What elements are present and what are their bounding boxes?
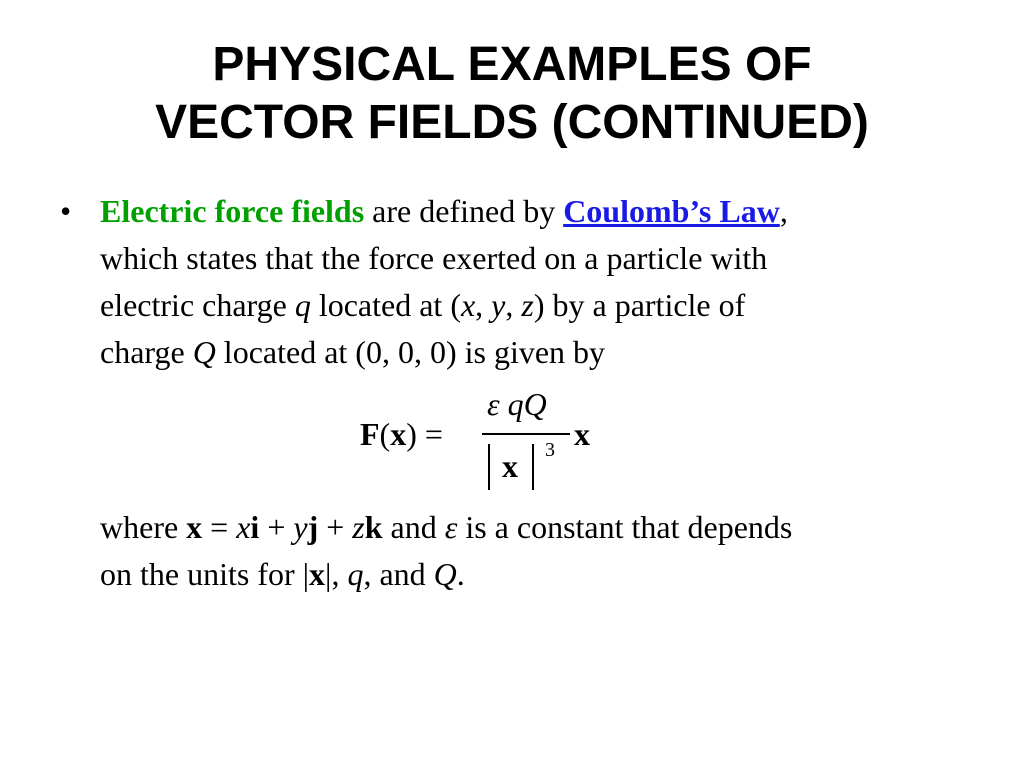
- where-paragraph: [100, 504, 980, 598]
- var-epsilon: ε: [444, 509, 458, 545]
- paragraph-line-1: [100, 188, 980, 235]
- var-y: y: [491, 287, 506, 323]
- vec-x: x: [186, 509, 203, 545]
- eq-numerator: ε qQ: [487, 386, 547, 422]
- coulomb-equation: [360, 384, 600, 494]
- eq-exponent: 3: [545, 439, 555, 461]
- plus: +: [259, 509, 294, 545]
- sep: ,: [475, 287, 492, 323]
- text-defined-by: are defined by: [364, 193, 564, 229]
- slide-title: [0, 36, 1024, 152]
- text-located-at: located at (: [310, 287, 461, 323]
- vec-i: i: [250, 509, 260, 545]
- text-and: and: [382, 509, 445, 545]
- eq-open-paren: (: [379, 416, 391, 452]
- eq-close-equals: ) =: [406, 416, 443, 452]
- title-line-1: PHYSICAL EXAMPLES OF: [212, 38, 812, 91]
- text-where: where: [100, 509, 187, 545]
- term-electric-force-fields: Electric force fields: [100, 193, 365, 229]
- var-q: q: [294, 287, 311, 323]
- text-constant: is a constant that depends: [457, 509, 793, 545]
- fraction-bar: [482, 433, 570, 435]
- comma: ,: [779, 193, 788, 229]
- text-units: on the units for |: [100, 556, 310, 592]
- bullet-marker: •: [60, 193, 72, 229]
- vec-j: j: [307, 509, 319, 545]
- var-Q: Q: [192, 334, 216, 370]
- text-sep: |,: [325, 556, 348, 592]
- equation-lhs: [360, 414, 443, 454]
- paragraph-line-2: which states that the force exerted on a particle with: [100, 240, 768, 276]
- period: .: [456, 556, 465, 592]
- vec-x-abs: x: [309, 556, 326, 592]
- vec-k: k: [364, 509, 383, 545]
- link-coulombs-law[interactable]: Coulomb’s Law: [563, 193, 780, 229]
- paragraph-line-3: [100, 282, 980, 329]
- var-q: q: [347, 556, 364, 592]
- paragraph-line-4: [100, 329, 980, 376]
- text-located-origin: located at (0, 0, 0) is given by: [215, 334, 606, 370]
- var-z: z: [521, 287, 534, 323]
- text-and: , and: [363, 556, 434, 592]
- eq-F: F: [360, 416, 380, 452]
- eq-sign: =: [202, 509, 237, 545]
- var-z: z: [352, 509, 365, 545]
- equation-rhs: x: [574, 416, 590, 452]
- abs-right-bar: [532, 444, 534, 490]
- bullet-paragraph: [100, 188, 980, 376]
- plus: +: [318, 509, 353, 545]
- var-y: y: [293, 509, 308, 545]
- text-electric-charge: electric charge: [100, 287, 295, 323]
- title-line-2: VECTOR FIELDS (CONTINUED): [155, 96, 869, 149]
- text-charge: charge: [100, 334, 193, 370]
- where-line-2: [100, 551, 980, 598]
- sep: ,: [505, 287, 522, 323]
- abs-left-bar: [488, 444, 490, 490]
- where-line-1: [100, 504, 980, 551]
- fraction-numerator: [487, 384, 547, 424]
- eq-x: x: [390, 416, 407, 452]
- text-by-particle: ) by a particle of: [533, 287, 746, 323]
- eq-denominator-x: x: [502, 448, 518, 484]
- var-x: x: [236, 509, 251, 545]
- var-x: x: [460, 287, 476, 323]
- var-Q: Q: [433, 556, 457, 592]
